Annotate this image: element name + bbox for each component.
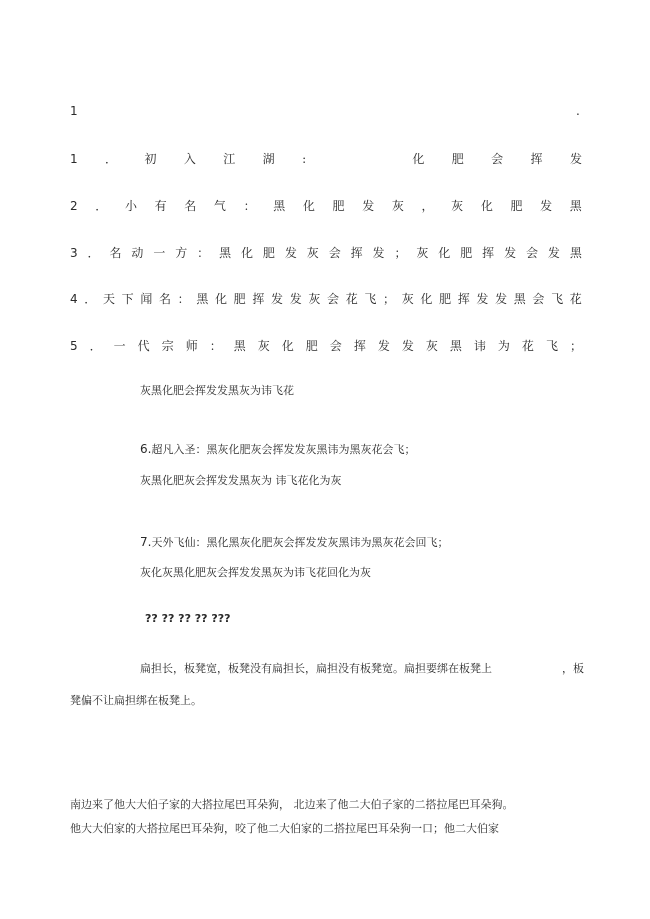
level-4-char: 黑 xyxy=(196,292,209,306)
level-3-char: ： xyxy=(197,246,210,260)
level-1-char xyxy=(373,150,385,167)
level-5-char: 飞 xyxy=(545,339,558,353)
level-5-char: 花 xyxy=(521,339,534,353)
level-2-char: 小 xyxy=(124,199,137,213)
paragraph-1-line-1: 扁担长，板凳宽，板凳没有扁担长，扁担没有板凳宽。扁担要绑在板凳上 xyxy=(140,662,492,675)
level-2-number: 2 xyxy=(70,199,78,213)
garbled-heading: ?? ?? ?? ?? ??? xyxy=(145,612,231,625)
level-4-char: 下 xyxy=(121,292,134,306)
level-1-number: 1 xyxy=(70,152,78,166)
level-4-char: 名 xyxy=(158,292,171,306)
level-3-char: 会 xyxy=(328,246,341,260)
level-4-char: ． xyxy=(84,292,97,306)
level-3-char: 挥 xyxy=(350,246,363,260)
level-5-char: 为 xyxy=(497,339,510,353)
level-3-char: 灰 xyxy=(306,246,319,260)
level-2-char: 发 xyxy=(540,199,553,213)
level-3-char: 一 xyxy=(153,246,166,260)
level-2-char: 化 xyxy=(480,199,493,213)
level-7-continuation: 灰化灰黑化肥灰会挥发发黑灰为讳飞花回化为灰 xyxy=(140,566,371,579)
level-6-continuation: 灰黑化肥灰会挥发发黑灰为 讳飞花化为灰 xyxy=(140,474,342,487)
level-4-char: 发 xyxy=(271,292,284,306)
level-5-char: ； xyxy=(569,339,582,353)
level-2-char: ． xyxy=(95,199,108,213)
level-5 xyxy=(70,337,582,354)
level-2-char: 肥 xyxy=(332,199,345,213)
level-3-char: ； xyxy=(394,246,407,260)
level-6-text: 超凡入圣：黑灰化肥灰会挥发发灰黑讳为黑灰花会飞； xyxy=(151,443,416,456)
level-4-char: 肥 xyxy=(233,292,246,306)
level-3-char: 化 xyxy=(241,246,254,260)
level-3-char: 挥 xyxy=(482,246,495,260)
level-4-char: 发 xyxy=(495,292,508,306)
paragraph-1-line-2: 凳偏不让扁担绑在板凳上。 xyxy=(70,694,202,707)
paragraph-1-line-1-end: ，板 xyxy=(562,662,584,675)
level-4-char: 会 xyxy=(327,292,340,306)
level-3-char: ． xyxy=(87,246,100,260)
level-2-char: 灰 xyxy=(391,199,404,213)
level-1-char: 江 xyxy=(223,152,236,166)
level-1-char: ． xyxy=(105,152,118,166)
level-1-char: 湖 xyxy=(262,152,275,166)
level-5-char: 挥 xyxy=(353,339,366,353)
level-3-char: 黑 xyxy=(219,246,232,260)
level-3-char: 发 xyxy=(372,246,385,260)
level-1-char: 发 xyxy=(569,152,582,166)
level-2-char: 有 xyxy=(154,199,167,213)
level-4-char: 飞 xyxy=(364,292,377,306)
header-number: 1 xyxy=(70,104,78,118)
level-3-char: 化 xyxy=(438,246,451,260)
level-4-char: 黑 xyxy=(513,292,526,306)
level-3-char: 黑 xyxy=(569,246,582,260)
level-3-char: 发 xyxy=(284,246,297,260)
level-5-char: 一 xyxy=(113,339,126,353)
level-3-char: 发 xyxy=(504,246,517,260)
level-1-char: 入 xyxy=(183,152,196,166)
level-4-char: 灰 xyxy=(401,292,414,306)
level-4 xyxy=(70,290,582,307)
level-5-char: 灰 xyxy=(425,339,438,353)
level-2-char: 灰 xyxy=(451,199,464,213)
level-1-char xyxy=(334,150,346,167)
level-5-char: 宗 xyxy=(161,339,174,353)
level-5-char: 灰 xyxy=(257,339,270,353)
level-5-char: 发 xyxy=(377,339,390,353)
paragraph-2-line-1: 南边来了他大大伯子家的大搭拉尾巴耳朵狗， 北边来了他二大伯子家的二搭拉尾巴耳朵狗。 xyxy=(70,798,514,811)
level-5-char: 讳 xyxy=(473,339,486,353)
level-3-char: 发 xyxy=(547,246,560,260)
level-4-char: 天 xyxy=(102,292,115,306)
level-5-char: 黑 xyxy=(449,339,462,353)
level-4-char: 挥 xyxy=(457,292,470,306)
level-6-number: 6. xyxy=(140,442,152,456)
header-dot: . xyxy=(576,104,580,118)
level-2-char: 发 xyxy=(362,199,375,213)
level-1-char: 初 xyxy=(144,152,157,166)
level-2-char: 黑 xyxy=(569,199,582,213)
level-3-char: 动 xyxy=(131,246,144,260)
level-4-char: 化 xyxy=(215,292,228,306)
level-4-char: 飞 xyxy=(551,292,564,306)
level-4-char: 花 xyxy=(569,292,582,306)
level-4-char: 发 xyxy=(289,292,302,306)
level-3-number: 3 xyxy=(70,246,78,260)
level-4-char: 灰 xyxy=(308,292,321,306)
level-7-text: 天外飞仙：黑化黑灰化肥灰会挥发发灰黑讳为黑灰花会回飞； xyxy=(151,536,449,549)
level-3-char: 灰 xyxy=(416,246,429,260)
level-4-char: ： xyxy=(177,292,190,306)
level-5-number: 5 xyxy=(70,339,78,353)
level-2-char: ， xyxy=(421,199,434,213)
level-2-char: 名 xyxy=(184,199,197,213)
level-3-char: 方 xyxy=(175,246,188,260)
level-1-char: 肥 xyxy=(451,152,464,166)
level-7-number: 7. xyxy=(140,535,152,549)
level-6 xyxy=(140,441,415,457)
level-5-char: 肥 xyxy=(305,339,318,353)
level-1 xyxy=(70,150,582,167)
paragraph-2-line-2: 他大大伯家的大搭拉尾巴耳朵狗，咬了他二大伯家的二搭拉尾巴耳朵狗一口；他二大伯家 xyxy=(70,822,499,835)
level-5-char: 师 xyxy=(185,339,198,353)
level-7 xyxy=(140,534,448,550)
level-4-char: 挥 xyxy=(252,292,265,306)
level-4-char: 花 xyxy=(345,292,358,306)
level-4-char: 会 xyxy=(532,292,545,306)
level-5-char: 发 xyxy=(401,339,414,353)
level-3-char: 肥 xyxy=(262,246,275,260)
level-5-char: 黑 xyxy=(233,339,246,353)
level-5-continuation: 灰黑化肥会挥发发黑灰为讳飞花 xyxy=(140,384,294,397)
level-3-char: 名 xyxy=(109,246,122,260)
level-1-char: : xyxy=(302,152,307,166)
level-5-char: 代 xyxy=(137,339,150,353)
level-4-char: 闻 xyxy=(140,292,153,306)
level-4-char: 化 xyxy=(420,292,433,306)
level-4-char: 发 xyxy=(476,292,489,306)
level-5-char: 化 xyxy=(281,339,294,353)
level-2 xyxy=(70,197,582,214)
level-2-char: 化 xyxy=(302,199,315,213)
level-3 xyxy=(70,244,582,261)
level-5-char: 会 xyxy=(329,339,342,353)
level-2-char: 气 xyxy=(213,199,226,213)
level-2-char: 黑 xyxy=(273,199,286,213)
level-3-char: 肥 xyxy=(460,246,473,260)
level-5-char: ： xyxy=(209,339,222,353)
level-4-number: 4 xyxy=(70,292,78,306)
level-1-char: 化 xyxy=(412,152,425,166)
level-1-char: 挥 xyxy=(530,152,543,166)
level-4-char: ； xyxy=(383,292,396,306)
level-4-char: 肥 xyxy=(439,292,452,306)
level-5-char: ． xyxy=(89,339,102,353)
level-2-char: ： xyxy=(243,199,256,213)
level-3-char: 会 xyxy=(525,246,538,260)
level-1-char: 会 xyxy=(491,152,504,166)
level-2-char: 肥 xyxy=(510,199,523,213)
